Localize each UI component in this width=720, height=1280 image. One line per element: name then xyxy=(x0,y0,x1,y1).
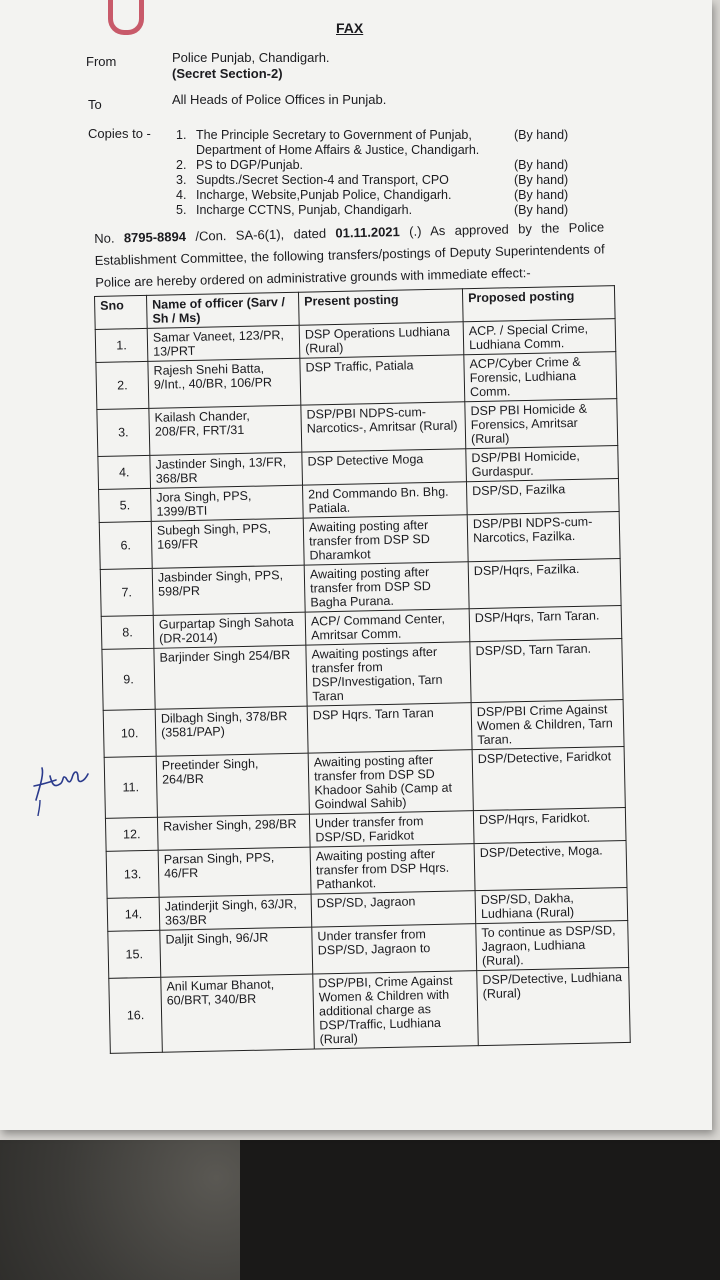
cell-sno: 3. xyxy=(97,408,150,456)
order-ref: /Con. SA-6(1), dated xyxy=(195,225,327,244)
cell-proposed-posting: DSP/PBI NDPS-cum-Narcotics, Fazilka. xyxy=(467,512,620,562)
copies-item-num: 3. xyxy=(176,173,187,187)
floor-shadow xyxy=(240,1120,720,1280)
cell-present-posting: DSP Detective Moga xyxy=(302,449,467,485)
copies-item-note: (By hand) xyxy=(514,158,569,172)
cell-officer-name: Daljit Singh, 96/JR xyxy=(160,927,313,977)
copies-item-note: (By hand) xyxy=(514,128,569,142)
copies-item xyxy=(176,203,584,218)
copies-item-text: Incharge, Website,Punjab Police, Chandigarh. xyxy=(196,188,452,202)
cell-sno: 10. xyxy=(103,709,156,757)
transfers-table xyxy=(94,285,631,1054)
table-row xyxy=(109,967,630,1053)
cell-proposed-posting: ACP/Cyber Crime & Forensic, Ludhiana Comm. xyxy=(464,352,617,402)
copies-item-text: Supdts./Secret Section-4 and Transport, CPO xyxy=(196,173,449,187)
table-body xyxy=(95,319,630,1054)
column-header-present: Present posting xyxy=(298,289,463,325)
order-number: 8795-8894 xyxy=(123,228,187,246)
cell-proposed-posting: DSP/SD, Fazilka xyxy=(466,479,619,515)
cell-present-posting: Awaiting postings after transfer from DSP/Investigation, Tarn Taran xyxy=(306,642,471,706)
cell-present-posting: DSP/PBI, Crime Against Women & Children with additional charge as DSP/Traffic, Ludhiana (Rural) xyxy=(313,971,479,1049)
cell-proposed-posting: DSP/SD, Tarn Taran. xyxy=(470,639,623,703)
cell-officer-name: Kailash Chander, 208/FR, FRT/31 xyxy=(149,405,302,455)
cell-sno: 6. xyxy=(99,521,152,569)
cell-present-posting: ACP/ Command Center, Amritsar Comm. xyxy=(305,609,470,645)
to-label: To xyxy=(88,97,102,112)
cell-sno: 1. xyxy=(95,328,148,362)
cell-officer-name: Jora Singh, PPS, 1399/BTI xyxy=(151,485,304,521)
handwritten-signature xyxy=(30,756,94,816)
cell-present-posting: Awaiting posting after transfer from DSP Hqrs. Pathankot. xyxy=(310,844,475,894)
cell-officer-name: Samar Vaneet, 123/PR, 13/PRT xyxy=(147,325,300,361)
cell-proposed-posting: ACP. / Special Crime, Ludhiana Comm. xyxy=(463,319,616,355)
cell-sno: 16. xyxy=(109,977,163,1053)
cell-proposed-posting: To continue as DSP/SD, Jagraon, Ludhiana (Rural). xyxy=(476,920,629,970)
copies-item-note: (By hand) xyxy=(514,188,569,202)
order-no-label: No. xyxy=(94,230,115,246)
copies-item-note: (By hand) xyxy=(514,203,569,217)
cell-proposed-posting: DSP/Hqrs, Tarn Taran. xyxy=(469,606,622,642)
copies-item-note: (By hand) xyxy=(514,173,569,187)
copies-item-num: 4. xyxy=(176,188,187,202)
table-row xyxy=(104,746,625,818)
cell-present-posting: DSP/SD, Jagraon xyxy=(311,891,476,927)
cell-officer-name: Rajesh Snehi Batta, 9/Int., 40/BR, 106/PR xyxy=(148,358,301,408)
cell-present-posting: Awaiting posting after transfer from DSP SD Dharamkot xyxy=(303,515,468,565)
copies-item xyxy=(176,158,584,173)
cell-officer-name: Jatinderjit Singh, 63/JR, 363/BR xyxy=(159,894,312,930)
cell-officer-name: Anil Kumar Bhanot, 60/BRT, 340/BR xyxy=(161,974,315,1052)
column-header-name: Name of officer (Sarv / Sh / Ms) xyxy=(146,292,299,328)
transfers-table-wrap xyxy=(94,285,631,1054)
order-body: (.) As approved by the Police Establishment Committee, the following transfers/postings of Deputy Superintendents of Police are hereby ordered on administrative grounds with immediate effect:- xyxy=(94,219,605,290)
cell-present-posting: DSP Hqrs. Tarn Taran xyxy=(307,703,472,753)
cell-officer-name: Gurpartap Singh Sahota (DR-2014) xyxy=(153,612,306,648)
cell-proposed-posting: DSP/Detective, Faridkot xyxy=(472,746,625,810)
cell-present-posting: DSP Traffic, Patiala xyxy=(300,355,465,405)
cell-proposed-posting: DSP/PBI Homicide, Gurdaspur. xyxy=(466,446,619,482)
copies-item xyxy=(176,173,584,188)
cell-sno: 15. xyxy=(108,930,161,978)
cell-officer-name: Ravisher Singh, 298/BR xyxy=(157,814,310,850)
cell-present-posting: Under transfer from DSP/SD, Faridkot xyxy=(309,811,474,847)
cell-proposed-posting: DSP/Hqrs, Fazilka. xyxy=(468,559,621,609)
cell-sno: 2. xyxy=(96,361,149,409)
column-header-proposed: Proposed posting xyxy=(462,286,615,322)
cell-present-posting: Awaiting posting after transfer from DSP SD Khadoor Sahib (Camp at Goindwal Sahib) xyxy=(308,750,473,814)
copies-item-text: The Principle Secretary to Government of Punjab, Department of Home Affairs & Justice, Chandigarh. xyxy=(196,128,480,157)
cell-officer-name: Barjinder Singh 254/BR xyxy=(154,645,307,709)
cell-present-posting: DSP Operations Ludhiana (Rural) xyxy=(299,322,464,358)
copies-label: Copies to - xyxy=(88,126,151,141)
cell-present-posting: Awaiting posting after transfer from DSP SD Bagha Purana. xyxy=(304,562,469,612)
copies-item-num: 2. xyxy=(176,158,187,172)
cell-proposed-posting: DSP/Hqrs, Faridkot. xyxy=(473,807,626,843)
cell-proposed-posting: DSP PBI Homicide & Forensics, Amritsar (Rural) xyxy=(465,399,618,449)
copies-item-num: 5. xyxy=(176,203,187,217)
cell-officer-name: Subegh Singh, PPS, 169/FR xyxy=(151,518,304,568)
copies-list xyxy=(176,128,584,218)
order-date: 01.11.2021 xyxy=(335,224,400,241)
cell-sno: 13. xyxy=(106,850,159,898)
cell-sno: 9. xyxy=(102,648,155,710)
cell-proposed-posting: DSP/PBI Crime Against Women & Children, Tarn Taran. xyxy=(471,700,624,750)
cell-present-posting: DSP/PBI NDPS-cum-Narcotics-, Amritsar (Rural) xyxy=(301,402,466,452)
copies-item-num: 1. xyxy=(176,128,187,142)
from-line1: Police Punjab, Chandigarh. xyxy=(172,50,330,65)
cell-sno: 11. xyxy=(104,756,157,818)
paper-clip-icon xyxy=(108,0,144,35)
copies-item-text: Incharge CCTNS, Punjab, Chandigarh. xyxy=(196,203,413,217)
copies-item-text: PS to DGP/Punjab. xyxy=(196,158,304,172)
cell-proposed-posting: DSP/Detective, Moga. xyxy=(474,840,627,890)
cell-officer-name: Preetinder Singh, 264/BR xyxy=(156,753,309,817)
copies-item xyxy=(176,128,584,158)
cell-sno: 4. xyxy=(98,455,151,489)
cell-sno: 12. xyxy=(105,817,158,851)
cell-officer-name: Parsan Singh, PPS, 46/FR xyxy=(158,847,311,897)
cell-officer-name: Dilbagh Singh, 378/BR (3581/PAP) xyxy=(155,706,308,756)
cell-officer-name: Jastinder Singh, 13/FR, 368/BR xyxy=(150,452,303,488)
cell-sno: 14. xyxy=(107,897,160,931)
cell-present-posting: Under transfer from DSP/SD, Jagraon to xyxy=(312,924,477,974)
cell-sno: 7. xyxy=(100,568,153,616)
cell-officer-name: Jasbinder Singh, PPS, 598/PR xyxy=(152,565,305,615)
cell-present-posting: 2nd Commando Bn. Bhg. Patiala. xyxy=(303,482,468,518)
cell-sno: 8. xyxy=(101,615,154,649)
from-label: From xyxy=(86,54,117,69)
table-row xyxy=(102,639,623,711)
from-line2: (Secret Section-2) xyxy=(172,66,283,81)
cell-proposed-posting: DSP/SD, Dakha, Ludhiana (Rural) xyxy=(475,887,628,923)
column-header-sno: Sno xyxy=(95,295,148,329)
copies-item xyxy=(176,188,584,203)
cell-proposed-posting: DSP/Detective, Ludhiana (Rural) xyxy=(477,967,631,1045)
order-paragraph xyxy=(94,216,605,294)
to-value: All Heads of Police Offices in Punjab. xyxy=(172,92,387,107)
cell-sno: 5. xyxy=(99,488,152,522)
document-title: FAX xyxy=(336,20,364,36)
